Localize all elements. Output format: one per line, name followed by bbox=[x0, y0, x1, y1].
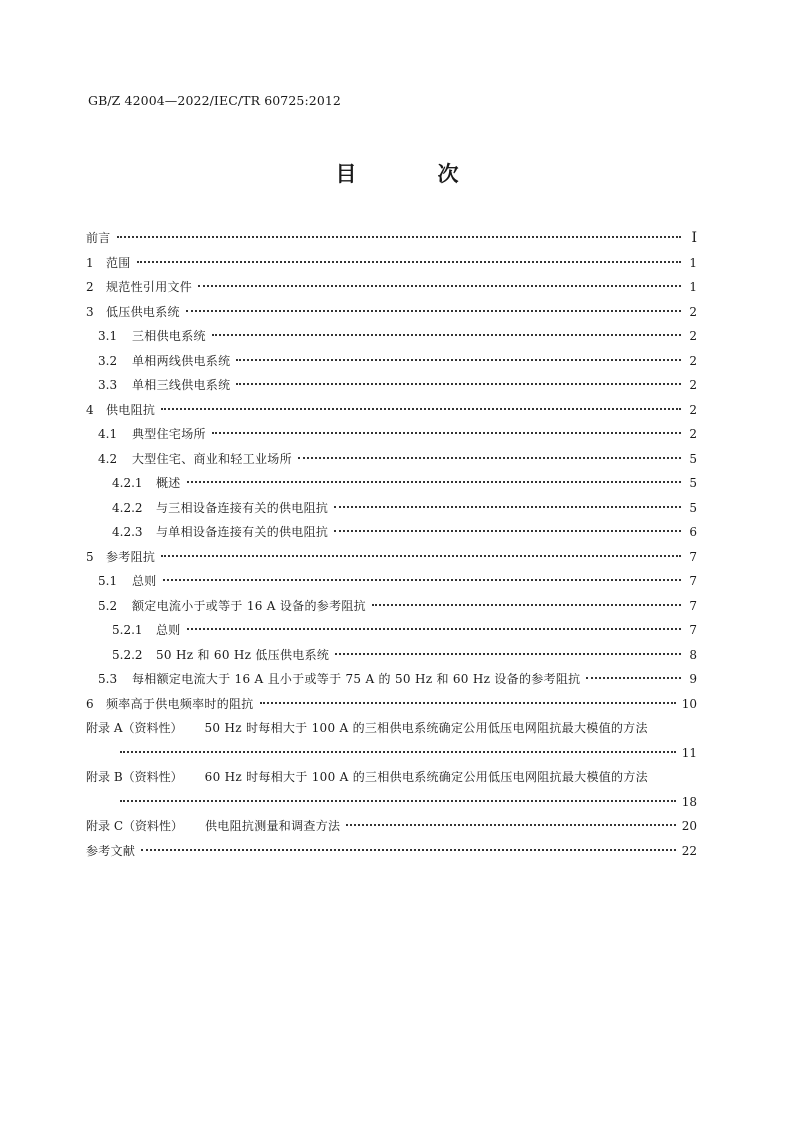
toc-page-number: 7 bbox=[689, 598, 697, 613]
standard-id-header: GB/Z 42004—2022/IEC/TR 60725:2012 bbox=[88, 93, 341, 108]
toc-page-number: 2 bbox=[689, 304, 697, 319]
toc-page-number: 20 bbox=[681, 819, 697, 833]
toc-page-number: 2 bbox=[689, 402, 697, 417]
toc-page-number: Ⅰ bbox=[691, 230, 697, 246]
leader-dots bbox=[161, 555, 681, 557]
toc-entry-number: 3 bbox=[86, 304, 94, 319]
leader-dots bbox=[334, 506, 681, 508]
annex-label: 附录 C（资料性） bbox=[86, 819, 183, 833]
toc-entry-title: 供电阻抗测量和调查方法 bbox=[205, 819, 341, 833]
leader-dots bbox=[141, 849, 676, 851]
leader-dots bbox=[198, 285, 681, 287]
toc-entry-title: 参考文献 bbox=[86, 843, 136, 858]
table-of-contents bbox=[86, 226, 697, 863]
toc-entry[interactable] bbox=[86, 275, 697, 300]
leader-dots bbox=[137, 261, 681, 263]
toc-entry-title: 50 Hz 时每相大于 100 A 的三相供电系统确定公用低压电网阻抗最大模值的方法 bbox=[204, 721, 648, 735]
toc-entry-title: 概述 bbox=[156, 476, 181, 490]
leader-dots bbox=[335, 653, 681, 655]
toc-page-number: 9 bbox=[689, 672, 697, 686]
toc-entry[interactable] bbox=[86, 300, 697, 325]
toc-entry-number: 4.2.1 bbox=[112, 476, 143, 490]
toc-entry-title: 50 Hz 和 60 Hz 低压供电系统 bbox=[156, 647, 330, 662]
toc-entry-preface[interactable] bbox=[86, 226, 697, 251]
toc-page-number: 7 bbox=[689, 549, 697, 564]
toc-entry[interactable] bbox=[86, 618, 697, 643]
toc-entry-number: 3.3 bbox=[98, 378, 118, 392]
toc-entry-annex-c[interactable] bbox=[86, 814, 697, 839]
toc-page-number: 18 bbox=[681, 794, 697, 809]
leader-dots bbox=[212, 334, 681, 336]
toc-entry-number: 5.2.2 bbox=[112, 647, 143, 662]
leader-dots bbox=[346, 824, 675, 826]
leader-dots bbox=[161, 408, 681, 410]
toc-page-number: 5 bbox=[689, 451, 697, 466]
toc-entry-annex-b[interactable] bbox=[86, 765, 697, 814]
toc-entry[interactable] bbox=[86, 545, 697, 570]
toc-entry-title: 三相供电系统 bbox=[132, 329, 206, 343]
toc-entry[interactable] bbox=[86, 422, 697, 447]
leader-dots bbox=[120, 751, 676, 753]
leader-dots bbox=[120, 800, 676, 802]
toc-entry-title: 前言 bbox=[86, 231, 111, 245]
toc-entry[interactable] bbox=[86, 667, 697, 692]
toc-page-number: 2 bbox=[689, 353, 697, 368]
toc-entry-number: 5.2 bbox=[98, 598, 118, 613]
toc-page-number: 8 bbox=[689, 647, 697, 662]
toc-entry[interactable] bbox=[86, 594, 697, 619]
toc-entry-number: 5.1 bbox=[98, 574, 118, 588]
toc-page-number: 5 bbox=[689, 500, 697, 515]
toc-entry-title: 典型住宅场所 bbox=[132, 427, 206, 441]
toc-page-number: 7 bbox=[689, 574, 697, 588]
toc-entry-number: 4.2 bbox=[98, 451, 118, 466]
toc-entry[interactable] bbox=[86, 692, 697, 717]
toc-page-number: 2 bbox=[689, 427, 697, 441]
leader-dots bbox=[212, 432, 681, 434]
toc-entry-number: 5.3 bbox=[98, 672, 118, 686]
toc-page-number: 6 bbox=[689, 525, 697, 539]
toc-entry-title: 参考阻抗 bbox=[106, 549, 156, 564]
toc-entry-title: 60 Hz 时每相大于 100 A 的三相供电系统确定公用低压电网阻抗最大模值的方法 bbox=[204, 770, 648, 784]
leader-dots bbox=[372, 604, 681, 606]
toc-entry-number: 4 bbox=[86, 402, 94, 417]
leader-dots bbox=[117, 236, 681, 238]
toc-entry-title: 总则 bbox=[156, 623, 181, 637]
toc-page-number: 5 bbox=[689, 476, 697, 490]
toc-page-number: 22 bbox=[681, 843, 697, 858]
annex-label: 附录 B（资料性） bbox=[86, 770, 183, 784]
toc-entry[interactable] bbox=[86, 251, 697, 276]
toc-entry-number: 6 bbox=[86, 696, 94, 711]
leader-dots bbox=[236, 359, 681, 361]
toc-page-number: 7 bbox=[689, 623, 697, 637]
toc-entry[interactable] bbox=[86, 643, 697, 668]
leader-dots bbox=[187, 628, 681, 630]
leader-dots bbox=[298, 457, 681, 459]
toc-entry-title: 频率高于供电频率时的阻抗 bbox=[106, 696, 254, 711]
toc-page-number: 2 bbox=[689, 329, 697, 343]
toc-entry-title: 总则 bbox=[132, 574, 157, 588]
toc-entry-title: 单相两线供电系统 bbox=[132, 353, 231, 368]
leader-dots bbox=[334, 530, 681, 532]
toc-entry-title: 单相三线供电系统 bbox=[132, 378, 231, 392]
toc-entry-title: 与单相设备连接有关的供电阻抗 bbox=[156, 525, 329, 539]
toc-page-number: 11 bbox=[681, 745, 697, 760]
toc-entry-bibliography[interactable] bbox=[86, 839, 697, 864]
leader-dots bbox=[236, 383, 681, 385]
toc-entry-number: 1 bbox=[86, 255, 94, 270]
toc-entry[interactable] bbox=[86, 398, 697, 423]
toc-page-number: 1 bbox=[689, 280, 697, 294]
leader-dots bbox=[260, 702, 676, 704]
toc-entry-title: 范围 bbox=[106, 255, 131, 270]
toc-entry[interactable] bbox=[86, 496, 697, 521]
toc-page-number: 10 bbox=[681, 696, 697, 711]
toc-entry[interactable] bbox=[86, 447, 697, 472]
toc-entry-title: 额定电流小于或等于 16 A 设备的参考阻抗 bbox=[132, 598, 366, 613]
leader-dots bbox=[186, 310, 681, 312]
toc-entry[interactable] bbox=[86, 324, 697, 349]
annex-label: 附录 A（资料性） bbox=[86, 721, 183, 735]
toc-page-number: 1 bbox=[689, 255, 697, 270]
toc-entry-number: 5 bbox=[86, 549, 94, 564]
page-title: 目 次 bbox=[335, 162, 489, 186]
toc-entry[interactable] bbox=[86, 373, 697, 398]
toc-entry[interactable] bbox=[86, 349, 697, 374]
toc-entry-title: 大型住宅、商业和轻工业场所 bbox=[132, 451, 292, 466]
toc-entry-title: 低压供电系统 bbox=[106, 304, 180, 319]
leader-dots bbox=[163, 579, 681, 581]
toc-entry-annex-a[interactable] bbox=[86, 716, 697, 765]
toc-entry[interactable] bbox=[86, 471, 697, 496]
toc-entry-title: 每相额定电流大于 16 A 且小于或等于 75 A 的 50 Hz 和 60 Hz 设备的参考阻抗 bbox=[132, 672, 581, 686]
toc-entry-number: 3.2 bbox=[98, 353, 118, 368]
toc-entry-title: 与三相设备连接有关的供电阻抗 bbox=[156, 500, 329, 515]
toc-entry-title: 供电阻抗 bbox=[106, 402, 156, 417]
toc-entry[interactable] bbox=[86, 569, 697, 594]
toc-entry-number: 4.1 bbox=[98, 427, 118, 441]
toc-entry-number: 4.2.2 bbox=[112, 500, 143, 515]
toc-entry-number: 3.1 bbox=[98, 329, 118, 343]
toc-entry[interactable] bbox=[86, 520, 697, 545]
toc-entry-number: 2 bbox=[86, 280, 94, 294]
toc-page-number: 2 bbox=[689, 378, 697, 392]
leader-dots bbox=[586, 677, 681, 679]
toc-entry-number: 5.2.1 bbox=[112, 623, 143, 637]
leader-dots bbox=[187, 481, 681, 483]
toc-entry-number: 4.2.3 bbox=[112, 525, 143, 539]
toc-entry-title: 规范性引用文件 bbox=[106, 280, 193, 294]
